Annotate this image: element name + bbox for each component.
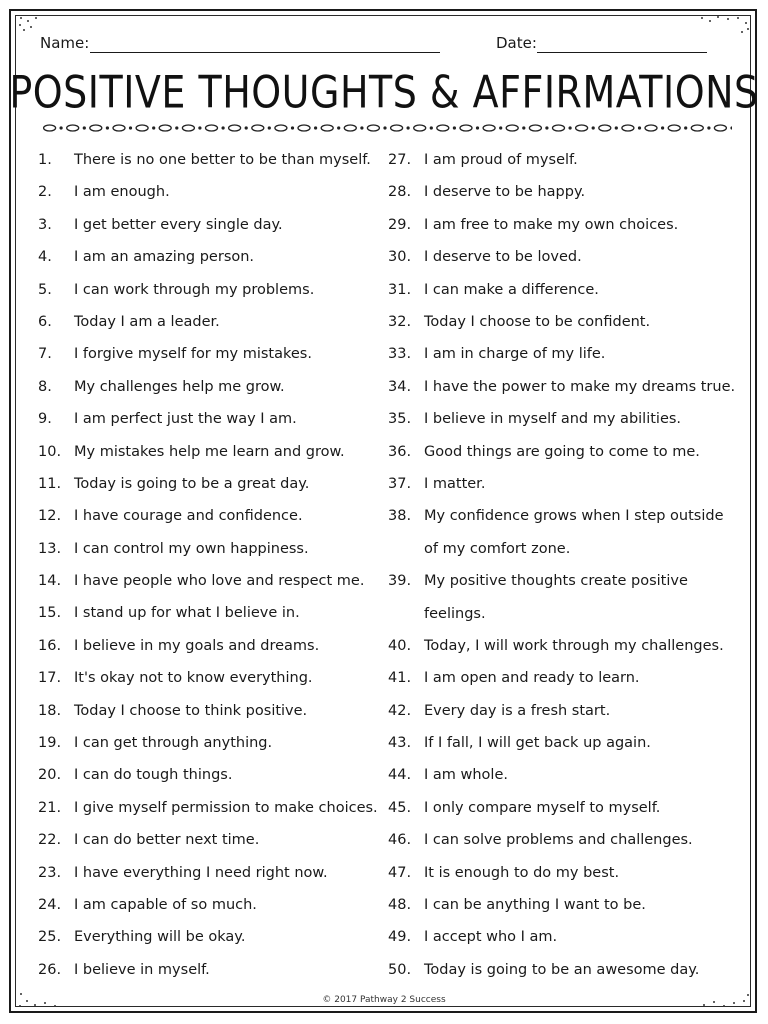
affirmation-text bbox=[424, 857, 744, 889]
divider-leaf bbox=[136, 125, 148, 131]
affirmation-number: 37. bbox=[388, 475, 412, 492]
affirmation-item bbox=[388, 468, 744, 500]
affirmation-text bbox=[74, 824, 383, 856]
affirmation-item bbox=[38, 921, 383, 953]
affirmation-number: 34. bbox=[388, 378, 412, 395]
affirmation-item bbox=[38, 144, 383, 176]
affirmation-number: 39. bbox=[388, 573, 412, 590]
affirmation-item bbox=[388, 209, 744, 241]
affirmation-text bbox=[424, 727, 744, 759]
affirmation-text bbox=[424, 921, 744, 953]
affirmation-item bbox=[388, 403, 744, 435]
affirmation-text-line: Everything will be okay. bbox=[74, 929, 246, 946]
affirmation-text-line: I can get through anything. bbox=[74, 735, 273, 752]
affirmation-text-line: It's okay not to know everything. bbox=[74, 670, 313, 687]
divider-dot bbox=[638, 126, 641, 129]
affirmation-text bbox=[424, 889, 744, 921]
affirmation-text bbox=[74, 241, 383, 273]
affirmation-number: 17. bbox=[38, 670, 62, 687]
affirmation-text bbox=[74, 792, 383, 824]
divider-leaf bbox=[321, 125, 333, 131]
header-row bbox=[40, 34, 728, 58]
affirmation-text-line: I am enough. bbox=[74, 184, 170, 201]
divider-dot bbox=[499, 126, 502, 129]
affirmation-item bbox=[388, 759, 744, 791]
divider-leaf bbox=[668, 125, 680, 131]
corner-dots-top-right bbox=[697, 14, 753, 34]
divider-leaf bbox=[414, 125, 426, 131]
affirmation-text-line: There is no one better to be than myself. bbox=[74, 152, 371, 168]
affirmation-text bbox=[74, 144, 383, 176]
affirmation-text bbox=[74, 954, 383, 986]
affirmation-item bbox=[38, 792, 383, 824]
affirmation-item bbox=[38, 209, 383, 241]
affirmation-text-line: I believe in myself and my abilities. bbox=[424, 411, 682, 428]
divider-leaf bbox=[529, 125, 541, 131]
affirmation-text bbox=[424, 759, 744, 791]
divider-dot bbox=[83, 126, 86, 129]
affirmation-text bbox=[424, 176, 744, 208]
affirmation-item bbox=[388, 500, 744, 565]
date-label: Date: bbox=[496, 34, 537, 52]
affirmation-text-line: Good things are going to come to me. bbox=[424, 443, 700, 460]
divider-dot bbox=[569, 126, 572, 129]
affirmation-number: 27. bbox=[388, 152, 412, 168]
affirmation-item bbox=[38, 727, 383, 759]
affirmation-item bbox=[388, 857, 744, 889]
divider-dot bbox=[592, 126, 595, 129]
affirmation-text bbox=[424, 403, 744, 435]
affirmation-text bbox=[74, 695, 383, 727]
affirmation-item bbox=[388, 371, 744, 403]
affirmation-number: 18. bbox=[38, 702, 62, 719]
affirmation-text bbox=[424, 662, 744, 694]
affirmation-text-line: I accept who I am. bbox=[424, 929, 558, 946]
affirmation-text-line: Today is going to be an awesome day. bbox=[424, 961, 700, 978]
affirmation-text bbox=[424, 630, 744, 662]
affirmation-text-line: I give myself permission to make choices. bbox=[74, 799, 378, 816]
affirmation-item bbox=[388, 727, 744, 759]
affirmation-item bbox=[388, 954, 744, 986]
affirmation-item bbox=[38, 533, 383, 565]
affirmation-text-line: I have people who love and respect me. bbox=[74, 573, 365, 590]
affirmation-number: 48. bbox=[388, 897, 412, 914]
affirmation-text-line: It is enough to do my best. bbox=[424, 864, 620, 881]
divider-dot bbox=[707, 126, 710, 129]
divider-dot bbox=[360, 126, 363, 129]
affirmation-number: 49. bbox=[388, 929, 412, 946]
affirmation-text-line: I am proud of myself. bbox=[424, 152, 578, 168]
affirmation-text bbox=[74, 403, 383, 435]
affirmation-text bbox=[74, 727, 383, 759]
divider-dot bbox=[522, 126, 525, 129]
affirmation-text bbox=[74, 306, 383, 338]
affirmation-text bbox=[74, 274, 383, 306]
affirmation-number: 43. bbox=[388, 735, 412, 752]
affirmation-item bbox=[388, 662, 744, 694]
affirmation-number: 11. bbox=[38, 475, 62, 492]
divider-leaf bbox=[298, 125, 310, 131]
affirmation-item bbox=[388, 889, 744, 921]
divider-dot bbox=[129, 126, 132, 129]
affirmation-number: 40. bbox=[388, 637, 412, 654]
name-field[interactable] bbox=[90, 52, 440, 53]
divider-dot bbox=[453, 126, 456, 129]
affirmation-text-line: I am in charge of my life. bbox=[424, 346, 606, 363]
affirmation-item bbox=[38, 824, 383, 856]
affirmation-text bbox=[74, 338, 383, 370]
affirmation-item bbox=[38, 436, 383, 468]
affirmation-item bbox=[388, 695, 744, 727]
affirmation-number: 46. bbox=[388, 832, 412, 849]
affirmation-text-line: I am open and ready to learn. bbox=[424, 670, 640, 687]
affirmation-item bbox=[388, 274, 744, 306]
affirmation-text bbox=[74, 759, 383, 791]
affirmation-text bbox=[74, 436, 383, 468]
affirmation-text bbox=[74, 662, 383, 694]
affirmation-item bbox=[388, 338, 744, 370]
divider-leaf bbox=[691, 125, 703, 131]
affirmation-text-line: I have everything I need right now. bbox=[74, 864, 328, 881]
affirmation-number: 29. bbox=[388, 216, 412, 233]
affirmation-number: 28. bbox=[388, 184, 412, 201]
divider-leaf bbox=[460, 125, 472, 131]
affirmation-number: 41. bbox=[388, 670, 412, 687]
affirmation-text-line: I can do better next time. bbox=[74, 832, 260, 849]
affirmation-text-line: I matter. bbox=[424, 475, 486, 492]
divider-dot bbox=[476, 126, 479, 129]
affirmation-item bbox=[388, 436, 744, 468]
affirmation-text-line: I can be anything I want to be. bbox=[424, 897, 646, 914]
affirmation-number: 1. bbox=[38, 152, 52, 168]
affirmation-number: 9. bbox=[38, 411, 52, 428]
affirmation-item bbox=[388, 176, 744, 208]
affirmation-number: 14. bbox=[38, 573, 62, 590]
affirmation-number: 24. bbox=[38, 896, 62, 913]
affirmation-item bbox=[388, 241, 744, 273]
affirmation-number: 50. bbox=[388, 961, 412, 978]
affirmation-text-line: I deserve to be loved. bbox=[424, 249, 582, 266]
affirmation-number: 42. bbox=[388, 702, 412, 719]
affirmation-text bbox=[424, 824, 744, 856]
divider-leaf bbox=[229, 125, 241, 131]
divider-dot bbox=[314, 126, 317, 129]
affirmation-text-line: I am capable of so much. bbox=[74, 896, 257, 913]
affirmation-text bbox=[74, 500, 383, 532]
affirmation-item bbox=[38, 857, 383, 889]
affirmation-item bbox=[38, 176, 383, 208]
divider-dot bbox=[430, 126, 433, 129]
affirmation-text bbox=[74, 176, 383, 208]
affirmation-text-line: My mistakes help me learn and grow. bbox=[74, 443, 345, 460]
affirmation-number: 3. bbox=[38, 216, 52, 233]
affirmation-number: 32. bbox=[388, 313, 412, 330]
divider-dot bbox=[198, 126, 201, 129]
affirmation-number: 2. bbox=[38, 184, 52, 201]
divider-dot bbox=[661, 126, 664, 129]
affirmation-text-line: My confidence grows when I step outside bbox=[424, 508, 724, 525]
name-label: Name: bbox=[40, 34, 90, 52]
affirmation-item bbox=[38, 468, 383, 500]
affirmation-item bbox=[38, 306, 383, 338]
affirmation-text-line: My challenges help me grow. bbox=[74, 378, 285, 395]
affirmation-item bbox=[388, 792, 744, 824]
affirmation-number: 16. bbox=[38, 637, 62, 654]
affirmation-text bbox=[74, 371, 383, 403]
affirmation-number: 26. bbox=[38, 961, 62, 978]
affirmation-text bbox=[74, 597, 383, 629]
affirmation-number: 21. bbox=[38, 799, 62, 816]
divider-leaf bbox=[437, 125, 449, 131]
corner-dots-top-left bbox=[16, 14, 72, 34]
affirmation-text-line: I can control my own happiness. bbox=[74, 540, 309, 557]
affirmation-item bbox=[38, 954, 383, 986]
affirmations-column-left bbox=[38, 144, 383, 986]
affirmation-item bbox=[38, 630, 383, 662]
affirmation-text-line: I can do tough things. bbox=[74, 767, 233, 784]
affirmation-text bbox=[424, 695, 744, 727]
affirmation-text-line: I stand up for what I believe in. bbox=[74, 605, 300, 622]
affirmation-item bbox=[38, 338, 383, 370]
copyright-footer: © 2017 Pathway 2 Success bbox=[322, 995, 446, 1005]
affirmation-item bbox=[388, 630, 744, 662]
affirmation-text-line: I am whole. bbox=[424, 767, 508, 784]
affirmation-text bbox=[424, 954, 744, 986]
affirmation-text bbox=[424, 241, 744, 273]
affirmation-number: 35. bbox=[388, 411, 412, 428]
affirmation-number: 25. bbox=[38, 929, 62, 946]
affirmation-text-line: I get better every single day. bbox=[74, 216, 283, 233]
divider-leaf bbox=[67, 125, 79, 131]
divider-leaf bbox=[113, 125, 125, 131]
affirmation-text bbox=[424, 500, 744, 565]
affirmation-text bbox=[74, 565, 383, 597]
divider-leaf bbox=[576, 125, 588, 131]
divider-dot bbox=[291, 126, 294, 129]
affirmation-item bbox=[38, 274, 383, 306]
divider-leaf bbox=[553, 125, 565, 131]
divider-leaf bbox=[182, 125, 194, 131]
affirmation-item bbox=[388, 565, 744, 630]
affirmation-text-line: Today, I will work through my challenges. bbox=[424, 637, 724, 654]
divider-leaf bbox=[599, 125, 611, 131]
affirmation-number: 7. bbox=[38, 346, 52, 363]
affirmation-text-line: I can solve problems and challenges. bbox=[424, 832, 693, 849]
divider-dot bbox=[106, 126, 109, 129]
affirmation-text-line: I am free to make my own choices. bbox=[424, 216, 679, 233]
divider-dot bbox=[407, 126, 410, 129]
affirmation-item bbox=[38, 500, 383, 532]
divider-leaf bbox=[714, 125, 726, 131]
affirmation-text-line: of my comfort zone. bbox=[424, 540, 571, 557]
affirmation-number: 36. bbox=[388, 443, 412, 460]
affirmation-text-line: I can make a difference. bbox=[424, 281, 599, 298]
date-field[interactable] bbox=[537, 52, 707, 53]
affirmation-number: 30. bbox=[388, 249, 412, 266]
affirmation-number: 31. bbox=[388, 281, 412, 298]
decorative-divider bbox=[38, 122, 732, 134]
divider-dot bbox=[730, 126, 732, 129]
affirmation-text-line: I am an amazing person. bbox=[74, 249, 255, 266]
affirmation-text-line: feelings. bbox=[424, 605, 486, 622]
affirmation-number: 20. bbox=[38, 767, 62, 784]
divider-dot bbox=[245, 126, 248, 129]
divider-dot bbox=[60, 126, 63, 129]
affirmation-text bbox=[424, 371, 744, 403]
affirmation-text bbox=[74, 921, 383, 953]
affirmation-text-line: Today is going to be a great day. bbox=[74, 475, 310, 492]
affirmation-text bbox=[424, 338, 744, 370]
affirmation-text bbox=[424, 436, 744, 468]
divider-leaf bbox=[622, 125, 634, 131]
affirmation-text bbox=[424, 209, 744, 241]
affirmation-text-line: Every day is a fresh start. bbox=[424, 702, 611, 719]
affirmation-item bbox=[38, 565, 383, 597]
affirmation-text-line: I am perfect just the way I am. bbox=[74, 411, 297, 428]
affirmation-text-line: Today I choose to think positive. bbox=[74, 702, 308, 719]
affirmation-text-line: I believe in my goals and dreams. bbox=[74, 637, 320, 654]
affirmation-number: 44. bbox=[388, 767, 412, 784]
divider-leaf bbox=[206, 125, 218, 131]
affirmation-number: 22. bbox=[38, 832, 62, 849]
divider-leaf bbox=[252, 125, 264, 131]
affirmation-number: 6. bbox=[38, 313, 52, 330]
affirmation-text bbox=[424, 306, 744, 338]
affirmation-item bbox=[38, 241, 383, 273]
affirmations-column-right bbox=[388, 144, 744, 986]
affirmation-text-line: If I fall, I will get back up again. bbox=[424, 735, 651, 752]
affirmation-text-line: I only compare myself to myself. bbox=[424, 799, 661, 816]
affirmation-number: 38. bbox=[388, 508, 412, 525]
affirmation-number: 8. bbox=[38, 378, 52, 395]
divider-dot bbox=[268, 126, 271, 129]
divider-dot bbox=[337, 126, 340, 129]
affirmation-number: 13. bbox=[38, 540, 62, 557]
affirmation-text-line: I forgive myself for my mistakes. bbox=[74, 346, 312, 363]
affirmation-text bbox=[74, 468, 383, 500]
affirmation-text-line: Today I choose to be confident. bbox=[424, 313, 651, 330]
divider-dot bbox=[222, 126, 225, 129]
affirmation-number: 15. bbox=[38, 605, 62, 622]
divider-leaf bbox=[391, 125, 403, 131]
divider-leaf bbox=[275, 125, 287, 131]
affirmation-text bbox=[74, 889, 383, 921]
affirmation-item bbox=[38, 695, 383, 727]
affirmation-item bbox=[38, 403, 383, 435]
affirmation-item bbox=[38, 371, 383, 403]
affirmation-item bbox=[38, 889, 383, 921]
page-title: POSITIVE THOUGHTS & AFFIRMATIONS bbox=[9, 66, 759, 118]
affirmation-item bbox=[38, 759, 383, 791]
affirmation-number: 5. bbox=[38, 281, 52, 298]
divider-dot bbox=[175, 126, 178, 129]
divider-leaf bbox=[506, 125, 518, 131]
divider-leaf bbox=[483, 125, 495, 131]
affirmation-text bbox=[74, 209, 383, 241]
affirmation-item bbox=[38, 597, 383, 629]
affirmation-number: 45. bbox=[388, 799, 412, 816]
divider-leaf bbox=[90, 125, 102, 131]
affirmation-text bbox=[424, 144, 744, 176]
divider-leaf bbox=[44, 125, 56, 131]
affirmation-text-line: Today I am a leader. bbox=[74, 313, 220, 330]
divider-dot bbox=[383, 126, 386, 129]
affirmation-text-line: I believe in myself. bbox=[74, 961, 210, 978]
divider-leaf bbox=[645, 125, 657, 131]
divider-dot bbox=[152, 126, 155, 129]
affirmation-number: 12. bbox=[38, 508, 62, 525]
affirmation-item bbox=[388, 824, 744, 856]
affirmation-text-line: I have the power to make my dreams true. bbox=[424, 378, 736, 395]
affirmation-number: 4. bbox=[38, 249, 52, 266]
divider-leaf bbox=[344, 125, 356, 131]
affirmation-text bbox=[74, 857, 383, 889]
affirmation-text bbox=[74, 630, 383, 662]
divider-dot bbox=[545, 126, 548, 129]
affirmation-number: 10. bbox=[38, 443, 62, 460]
divider-dot bbox=[684, 126, 687, 129]
affirmation-number: 23. bbox=[38, 864, 62, 881]
affirmation-number: 19. bbox=[38, 735, 62, 752]
affirmation-text-line: I have courage and confidence. bbox=[74, 508, 303, 525]
affirmation-text bbox=[424, 792, 744, 824]
affirmation-item bbox=[388, 921, 744, 953]
affirmation-text-line: I deserve to be happy. bbox=[424, 184, 586, 201]
affirmation-text bbox=[424, 565, 744, 630]
affirmation-number: 47. bbox=[388, 864, 412, 881]
affirmation-item bbox=[388, 306, 744, 338]
divider-leaf bbox=[159, 125, 171, 131]
affirmation-text-line: My positive thoughts create positive bbox=[424, 573, 688, 590]
affirmation-text bbox=[424, 468, 744, 500]
affirmation-text bbox=[424, 274, 744, 306]
affirmation-text-line: I can work through my problems. bbox=[74, 281, 315, 298]
divider-leaf bbox=[367, 125, 379, 131]
affirmation-number: 33. bbox=[388, 346, 412, 363]
affirmation-item bbox=[388, 144, 744, 176]
divider-dot bbox=[615, 126, 618, 129]
affirmation-text bbox=[74, 533, 383, 565]
affirmation-item bbox=[38, 662, 383, 694]
